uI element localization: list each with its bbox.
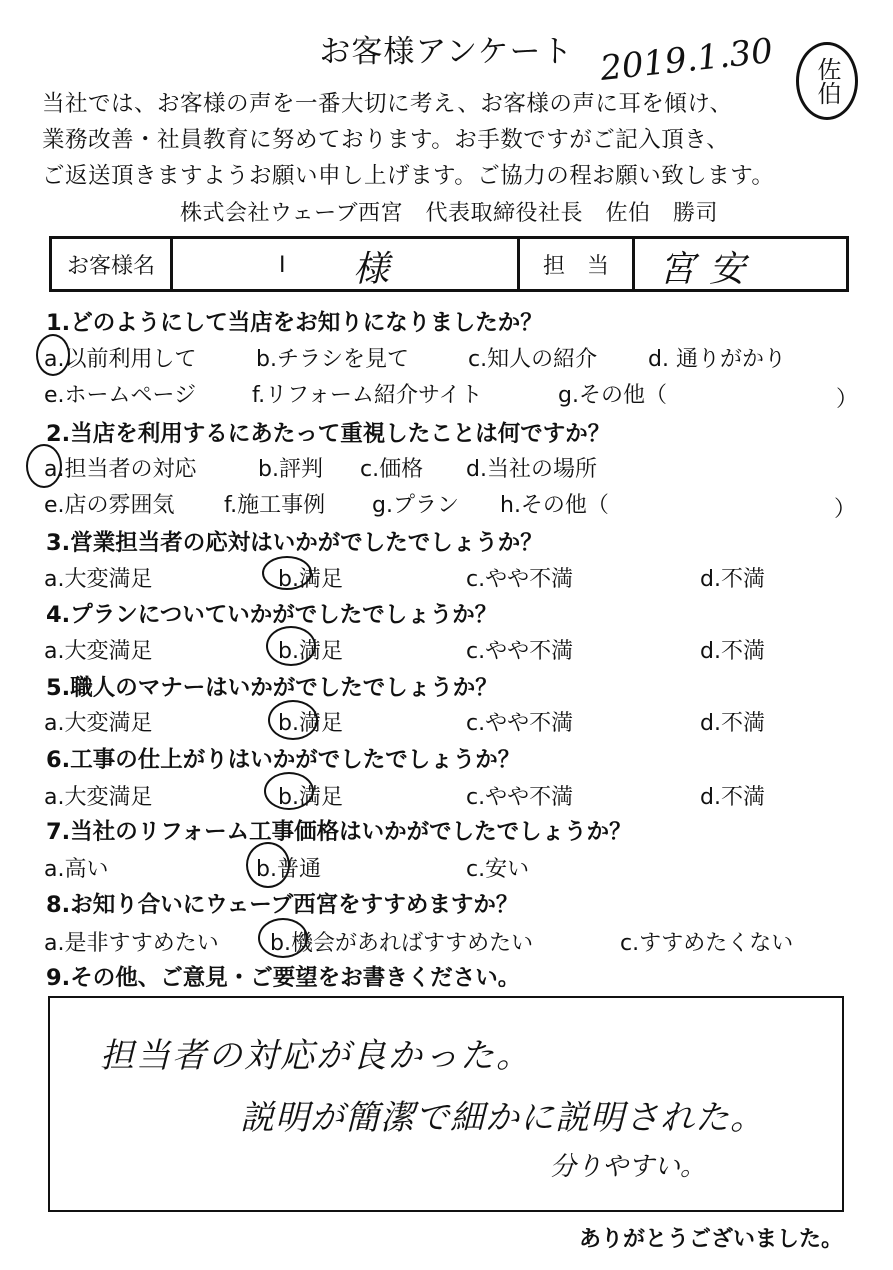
q5-option-c: c.やや不満 [466,711,574,736]
name-stamp [796,42,858,120]
survey-title: お客様アンケート [319,34,574,70]
question-6: 6.工事の仕上がりはいかがでしたでしょうか？ [46,747,521,773]
q3-option-b: b.満足 [278,567,343,592]
question-9: 9.その他、ご意見・ご要望をお書きください。 [46,965,521,991]
q4-option-d: d.不満 [700,639,765,664]
intro-line-2: 業務改善・社員教育に努めております。お手数ですがご記入頂き、 [42,127,730,153]
question-8: 8.お知り合いにウェーブ西宮をすすめますか？ [46,892,519,918]
q8-option-a: a.是非すすめたい [44,931,219,956]
q7-option-c: c.安い [466,857,530,882]
stamp-text: 佐伯 [813,57,841,105]
q2-option-g: g.プラン [372,493,459,518]
q2-option-d: d.当社の場所 [466,457,597,482]
comment-line-2: 説明が簡潔で細かに説明された。 [240,1098,765,1138]
q2-option-e: e.店の雰囲気 [44,493,175,518]
q5-option-b: b.満足 [278,711,343,736]
q3-option-d: d.不満 [700,567,765,592]
q1-option-e: e.ホームページ [44,383,197,408]
q8-option-b: b.機会があればすすめたい [270,931,534,956]
q2-option-c: c.価格 [360,457,424,482]
staff-label: 担 当 [519,238,634,291]
q2-option-b: b.評判 [258,457,323,482]
q2-option-f: f.施工事例 [224,493,326,518]
q1-option-f: f.リフォーム紹介サイト [252,383,483,408]
staff-name: 宮安 [659,249,760,290]
q4-option-a: a.大変満足 [44,639,153,664]
q7-option-a: a.高い [44,857,109,882]
q1-option-c: c.知人の紹介 [468,347,598,372]
customer-suffix: 様 [353,249,390,290]
comment-box [48,996,844,1212]
q1-option-g: g.その他（ [558,383,667,408]
question-4: 4.プランについていかがでしたでしょうか？ [46,602,498,628]
q3-option-c: c.やや不満 [466,567,574,592]
customer-name-cell [172,238,519,291]
q6-option-a: a.大変満足 [44,785,153,810]
q2-option-h: h.その他（ [500,493,609,518]
q3-option-a: a.大変満足 [44,567,153,592]
question-7: 7.当社のリフォーム工事価格はいかがでしたでしょうか？ [46,819,632,845]
q6-option-d: d.不満 [700,785,765,810]
q1-option-b: b.チラシを見て [256,347,409,372]
comment-line-1: 担当者の対応が良かった。 [100,1036,532,1076]
company-line: 株式会社ウェーブ西宮 代表取締役社長 佐伯 勝司 [180,201,719,226]
q2-option-a: a.担当者の対応 [44,457,197,482]
comment-line-3: 分りやすい。 [550,1152,707,1182]
thanks-text: ありがとうございました。 [578,1227,843,1252]
q6-option-c: c.やや不満 [466,785,574,810]
q8-option-c: c.すすめたくない [620,931,794,956]
customer-label: お客様名 [51,238,172,291]
question-3: 3.営業担当者の応対はいかがでしたでしょうか？ [46,530,543,556]
q1-option-a: a.以前利用して [44,347,197,372]
question-2: 2.当店を利用するにあたって重視したことは何ですか？ [46,421,611,447]
q4-option-b: b.満足 [278,639,343,664]
intro-line-3: ご返送頂きますようお願い申し上げます。ご協力の程お願い致します。 [42,163,775,189]
q6-option-b: b.満足 [278,785,343,810]
customer-header-table [49,236,849,292]
q1-option-d: d. 通りがかり [648,347,786,372]
q2-close-paren: ） [834,497,857,522]
handwritten-date: 2019.1.30 [598,31,775,89]
intro-line-1: 当社では、お客様の声を一番大切に考え、お客様の声に耳を傾け、 [42,91,733,117]
staff-name-cell [634,238,848,291]
question-5: 5.職人のマナーはいかがでしたでしょうか？ [46,675,498,701]
q7-option-b: b.普通 [256,857,321,882]
q5-option-a: a.大変満足 [44,711,153,736]
q4-option-c: c.やや不満 [466,639,574,664]
q5-option-d: d.不満 [700,711,765,736]
question-1: 1.どのようにして当店をお知りになりましたか？ [46,310,543,336]
q1-close-paren: ） [836,387,859,412]
customer-initial: I [279,253,286,278]
